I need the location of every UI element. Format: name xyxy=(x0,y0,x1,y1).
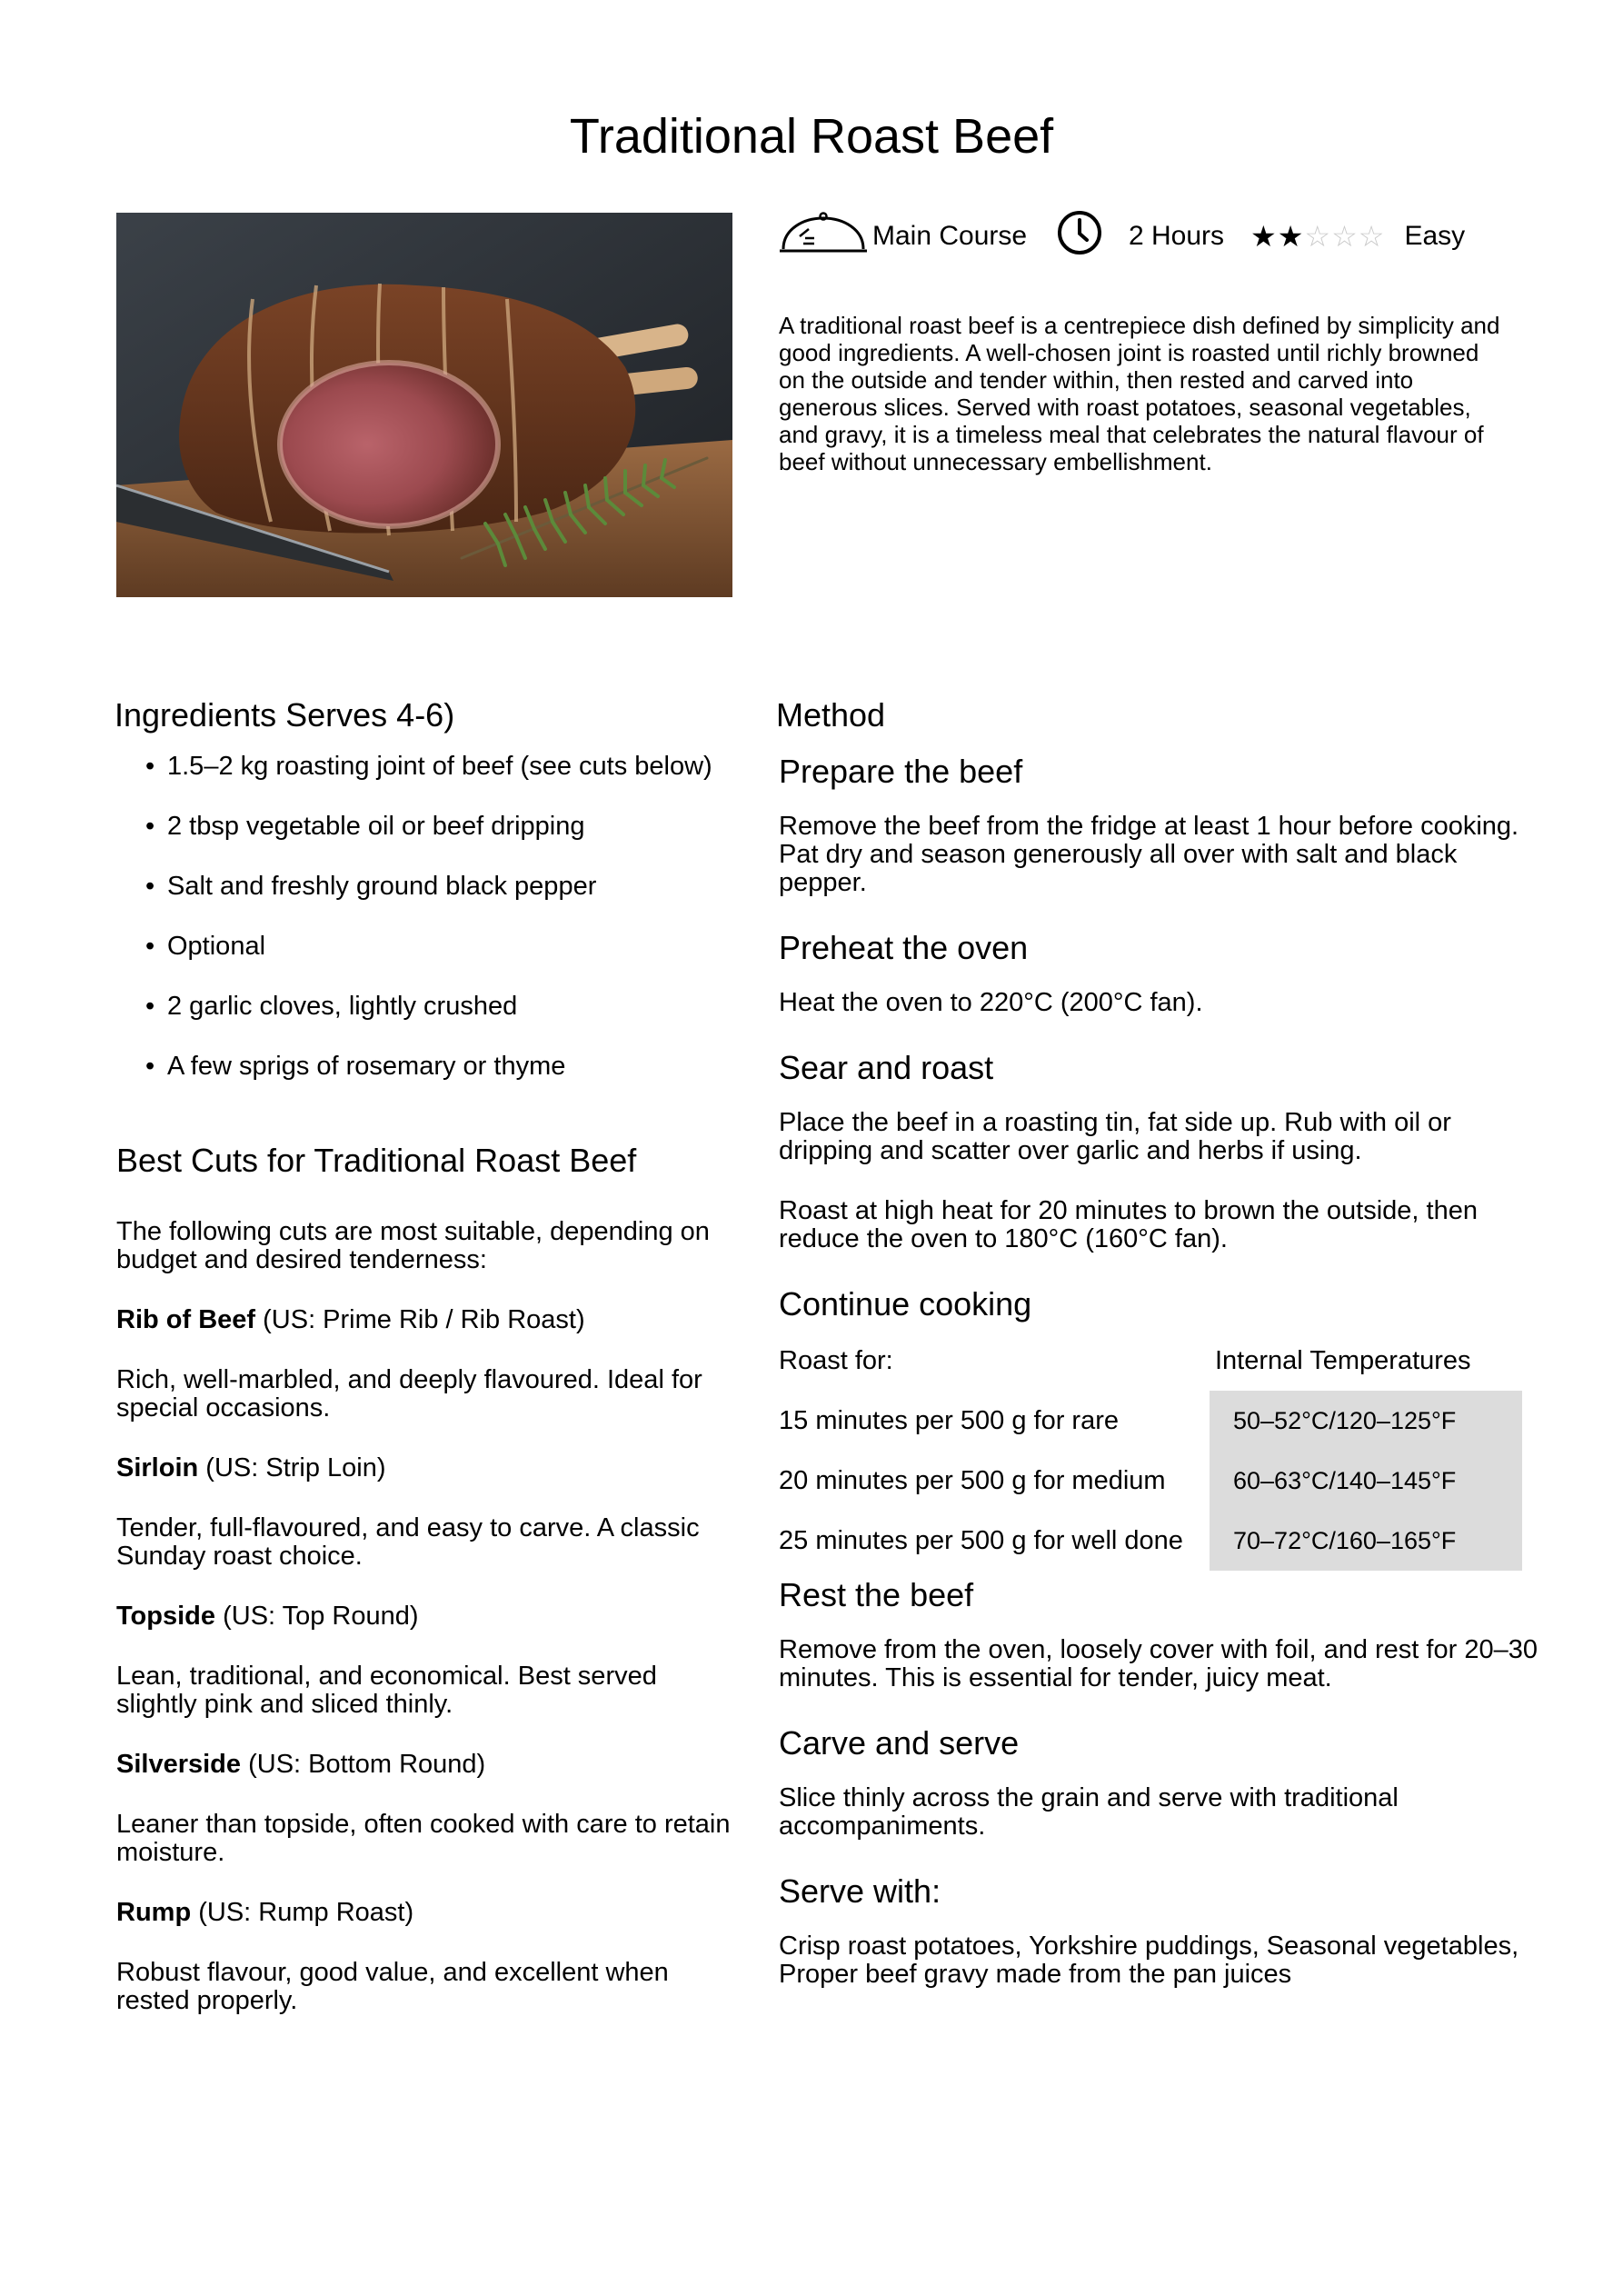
roast-time-cell: 25 minutes per 500 g for well done xyxy=(779,1525,1183,1555)
page-title: Traditional Roast Beef xyxy=(569,109,1054,164)
cut-us-name: (US: Strip Loin) xyxy=(198,1453,386,1482)
internal-temp-cell: 60–63°C/140–145°F xyxy=(1210,1451,1522,1511)
cut-name-line xyxy=(116,1454,734,1482)
ingredient-item xyxy=(145,933,727,961)
step-title-continue: Continue cooking xyxy=(779,1285,1032,1323)
ingredient-item xyxy=(145,873,727,901)
method-section xyxy=(779,753,1542,2021)
cut-name: Silverside xyxy=(116,1750,242,1779)
cuts-heading: Best Cuts for Traditional Roast Beef xyxy=(116,1142,637,1179)
step-title-rest: Rest the beef xyxy=(779,1576,974,1613)
ingredient-text: Optional xyxy=(167,932,266,961)
cut-description: Leaner than topside, often cooked with care to retain moisture. xyxy=(116,1810,731,1867)
cut-name: Topside xyxy=(116,1602,216,1631)
roast-time-cell: 20 minutes per 500 g for medium xyxy=(779,1465,1166,1495)
cut-description: Rich, well-marbled, and deeply flavoured. Ideal for special occasions. xyxy=(116,1365,702,1423)
bullet-icon: • xyxy=(145,1052,155,1081)
roast-time-cell: 15 minutes per 500 g for rare xyxy=(779,1405,1119,1435)
bullet-icon: • xyxy=(145,872,155,901)
internal-temperatures-header: Internal Temperatures xyxy=(1215,1345,1471,1375)
ingredients-heading: Ingredients Serves 4-6) xyxy=(115,696,455,734)
step-title-carve: Carve and serve xyxy=(779,1724,1020,1762)
ingredient-item xyxy=(145,993,727,1021)
ingredients-list xyxy=(145,753,727,1113)
cut-name-line xyxy=(116,1899,734,1927)
cooking-times-table xyxy=(779,1331,1522,1571)
difficulty-stars xyxy=(1250,222,1384,251)
cloche-icon xyxy=(778,209,869,264)
step-text-rest: Remove from the oven, loosely cover with foil, and rest for 20–30 minutes. This is essential for tender, juicy meat. xyxy=(779,1635,1538,1692)
cut-name-line xyxy=(116,1306,734,1334)
ingredient-text: 1.5–2 kg roasting joint of beef (see cuts below) xyxy=(167,752,712,781)
internal-temp-cell: 70–72°C/160–165°F xyxy=(1210,1511,1522,1571)
cut-name: Rib of Beef xyxy=(116,1305,256,1334)
cut-description: Tender, full-flavoured, and easy to carve. A classic Sunday roast choice. xyxy=(116,1513,700,1571)
cut-name: Rump xyxy=(116,1898,192,1927)
star-empty-icon: ☆ xyxy=(1358,220,1385,253)
bullet-icon: • xyxy=(145,812,155,841)
star-filled-icon: ★ xyxy=(1250,220,1277,253)
time-meta xyxy=(1056,207,1224,265)
step-text-serve: Crisp roast potatoes, Yorkshire puddings, Seasonal vegetables, Proper beef gravy made from the pan juices xyxy=(779,1932,1519,1989)
table-row xyxy=(779,1451,1522,1511)
recipe-description: A traditional roast beef is a centrepiece dish defined by simplicity and good ingredients. A well-chosen joint is roasted until richly browned on the outside and tender within, then rested and carved into generous slices. Served with roast potatoes, seasonal vegetables, and gravy, it is a timeless meal that celebrates the natural flavour of beef without unnecessary embellishment. xyxy=(779,312,1500,475)
cuts-section xyxy=(116,1218,734,2047)
step-text-carve: Slice thinly across the grain and serve with traditional accompaniments. xyxy=(779,1783,1399,1841)
step-title-preheat: Preheat the oven xyxy=(779,929,1029,966)
method-heading: Method xyxy=(776,696,886,734)
ingredient-text: 2 garlic cloves, lightly crushed xyxy=(167,992,518,1021)
cut-name: Sirloin xyxy=(116,1453,199,1482)
course-meta xyxy=(778,207,1027,265)
bullet-icon: • xyxy=(145,932,155,961)
star-filled-icon: ★ xyxy=(1277,220,1304,253)
roast-for-header: Roast for: xyxy=(779,1345,893,1375)
star-empty-icon: ☆ xyxy=(1304,220,1331,253)
step-title-serve: Serve with: xyxy=(779,1872,941,1910)
cut-name-line xyxy=(116,1751,734,1779)
difficulty-meta xyxy=(1250,207,1465,265)
step-title-sear: Sear and roast xyxy=(779,1049,994,1086)
step-text-sear-1: Place the beef in a roasting tin, fat side up. Rub with oil or dripping and scatter over garlic and herbs if using. xyxy=(779,1108,1451,1165)
cuts-intro: The following cuts are most suitable, depending on budget and desired tenderness: xyxy=(116,1217,710,1274)
step-text-preheat: Heat the oven to 220°C (200°C fan). xyxy=(779,988,1203,1017)
cooking-times-header xyxy=(779,1331,1522,1391)
cut-us-name: (US: Rump Roast) xyxy=(191,1898,414,1927)
cut-name-line xyxy=(116,1602,734,1631)
difficulty-label: Easy xyxy=(1404,221,1466,251)
clock-icon xyxy=(1056,209,1103,264)
step-text-sear-2: Roast at high heat for 20 minutes to brown the outside, then reduce the oven to 180°C (160°C fan). xyxy=(779,1196,1478,1253)
table-row xyxy=(779,1511,1522,1571)
time-label: 2 Hours xyxy=(1129,221,1225,251)
ingredient-item xyxy=(145,1053,727,1081)
cut-us-name: (US: Bottom Round) xyxy=(241,1750,486,1779)
recipe-meta-bar xyxy=(778,207,1578,265)
internal-temp-cell: 50–52°C/120–125°F xyxy=(1210,1391,1522,1451)
star-empty-icon: ☆ xyxy=(1331,220,1358,253)
cut-description: Lean, traditional, and economical. Best served slightly pink and sliced thinly. xyxy=(116,1662,657,1719)
roast-beef-photo xyxy=(116,213,732,597)
ingredient-item xyxy=(145,813,727,841)
bullet-icon: • xyxy=(145,752,155,781)
table-row xyxy=(779,1391,1522,1451)
cut-us-name: (US: Top Round) xyxy=(215,1602,419,1631)
ingredient-text: 2 tbsp vegetable oil or beef dripping xyxy=(167,812,585,841)
step-text-prepare: Remove the beef from the fridge at least 1 hour before cooking. Pat dry and season generously all over with salt and black pepper. xyxy=(779,812,1519,897)
cut-description: Robust flavour, good value, and excellent when rested properly. xyxy=(116,1958,669,2015)
ingredient-text: A few sprigs of rosemary or thyme xyxy=(167,1052,566,1081)
ingredient-text: Salt and freshly ground black pepper xyxy=(167,872,597,901)
step-title-prepare: Prepare the beef xyxy=(779,753,1023,790)
bullet-icon: • xyxy=(145,992,155,1021)
cut-us-name: (US: Prime Rib / Rib Roast) xyxy=(255,1305,585,1334)
course-label: Main Course xyxy=(872,221,1028,251)
ingredient-item xyxy=(145,753,727,781)
